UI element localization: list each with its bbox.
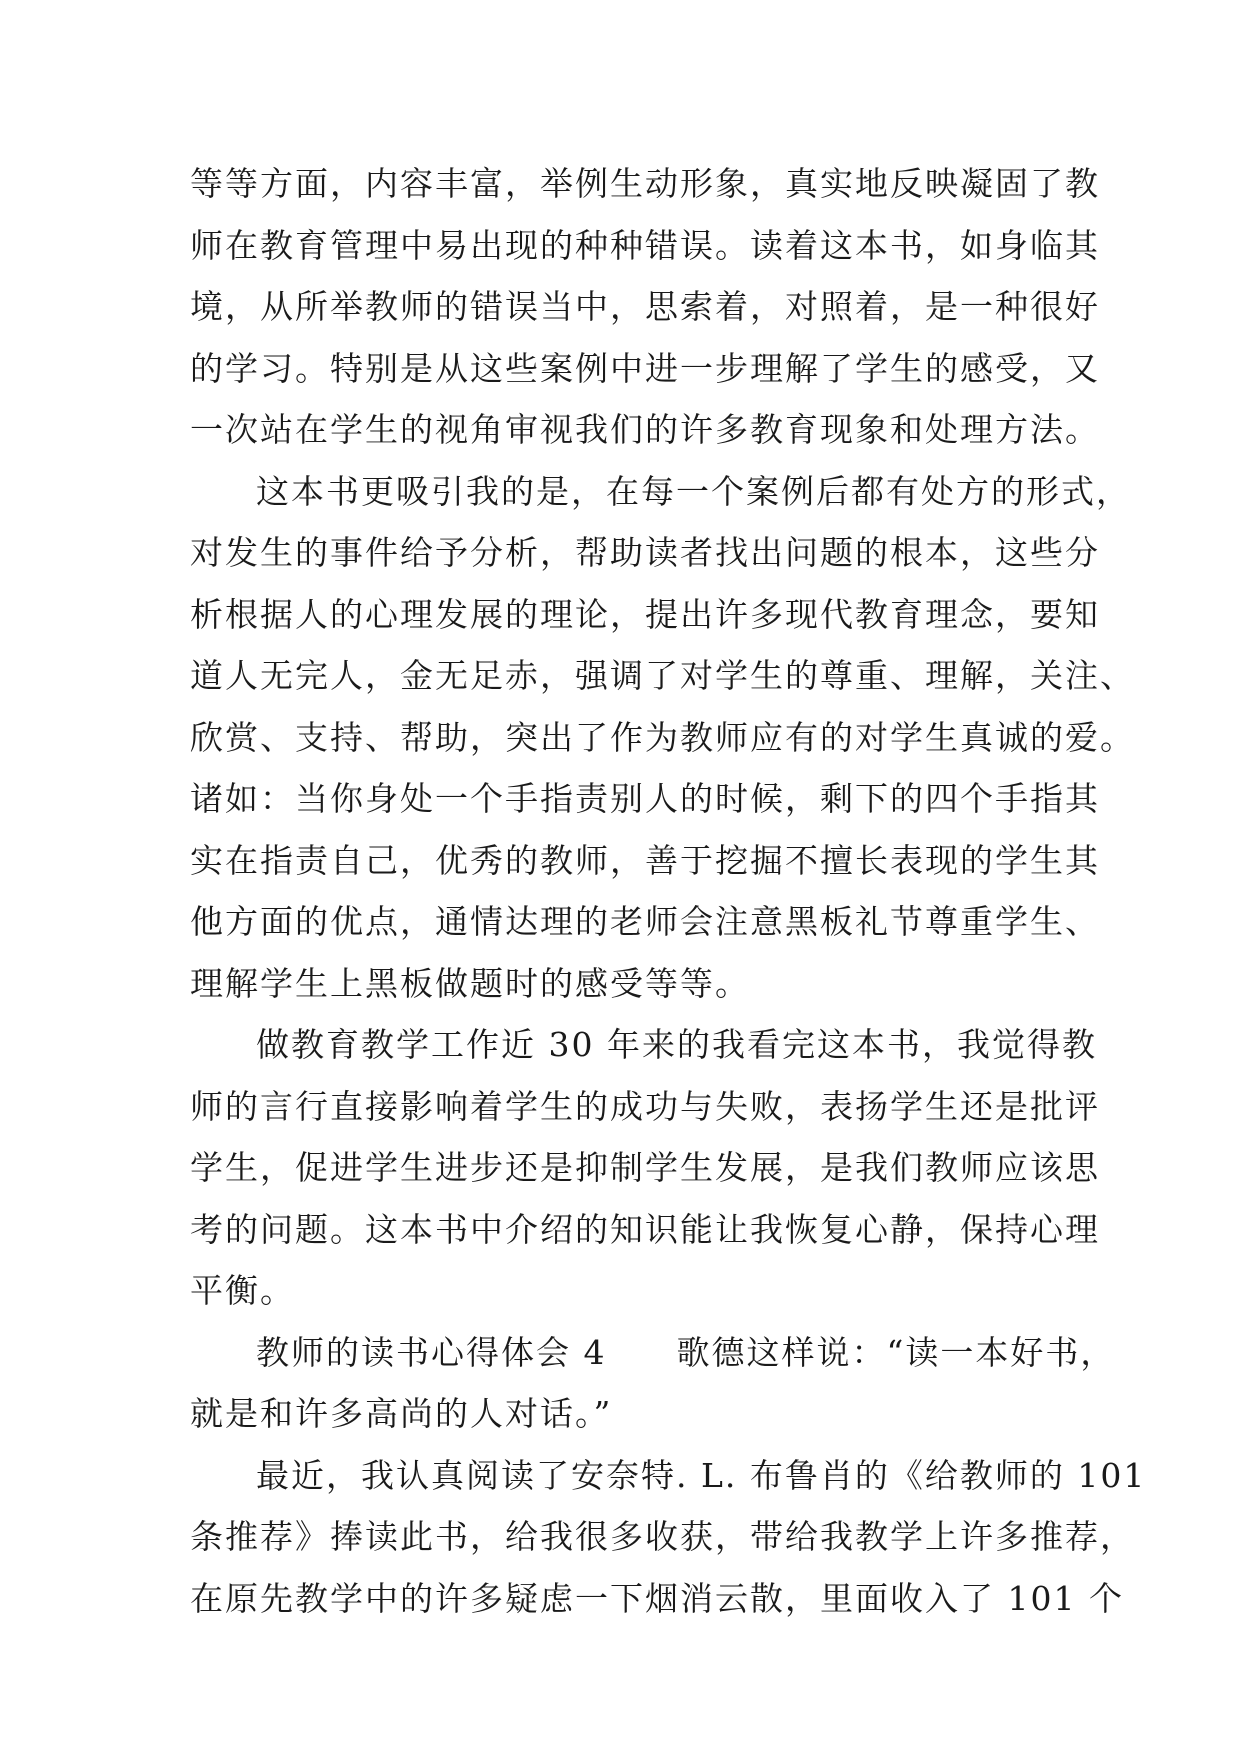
text-line: 师的言行直接影响着学生的成功与失败，表扬学生还是批评 — [190, 1086, 1100, 1126]
text-line: 实在指责自己，优秀的教师，善于挖掘不擅长表现的学生其 — [190, 840, 1100, 880]
text-line: 的学习。特别是从这些案例中进一步理解了学生的感受，又 — [190, 348, 1100, 388]
body-text — [190, 153, 1147, 1629]
text-line: 析根据人的心理发展的理论，提出许多现代教育理念，要知 — [190, 594, 1100, 634]
text-line: 学生，促进学生进步还是抑制学生发展，是我们教师应该思 — [190, 1148, 1100, 1187]
text-line: 平衡。 — [190, 1271, 295, 1310]
text-line: 欣赏、支持、帮助，突出了作为教师应有的对学生真诚的爱。 — [190, 717, 1135, 757]
text-line: 考的问题。这本书中介绍的知识能让我恢复心静，保持心理 — [190, 1209, 1100, 1249]
paragraph-first-line: 最近，我认真阅读了安奈特. L. 布鲁肖的《给教师的 101 — [256, 1455, 1147, 1495]
text-line: 条推荐》捧读此书，给我很多收获，带给我教学上许多推荐， — [190, 1517, 1135, 1556]
text-line: 对发生的事件给予分析，帮助读者找出问题的根本，这些分 — [190, 533, 1100, 572]
text-line: 一次站在学生的视角审视我们的许多教育现象和处理方法。 — [190, 410, 1100, 449]
text-line: 就是和许多高尚的人对话。” — [190, 1394, 613, 1433]
text-line: 在原先教学中的许多疑虑一下烟消云散，里面收入了 101 个 — [190, 1578, 1124, 1618]
paragraph-first-line: 这本书更吸引我的是，在每一个案例后都有处方的形式， — [256, 471, 1131, 511]
paragraph-first-line: 做教育教学工作近 30 年来的我看完这本书，我觉得教 — [256, 1025, 1097, 1064]
text-line: 境，从所举教师的错误当中，思索着，对照着，是一种很好 — [190, 287, 1100, 326]
paragraph-first-line: 教师的读书心得体会 4 歌德这样说：“读一本好书， — [256, 1332, 1116, 1372]
text-line: 诸如：当你身处一个手指责别人的时候，剩下的四个手指其 — [190, 779, 1100, 818]
text-line: 师在教育管理中易出现的种种错误。读着这本书，如身临其 — [190, 225, 1100, 265]
text-line: 等等方面，内容丰富，举例生动形象，真实地反映凝固了教 — [190, 164, 1100, 203]
text-line: 理解学生上黑板做题时的感受等等。 — [190, 963, 750, 1003]
text-line: 道人无完人，金无足赤，强调了对学生的尊重、理解，关注、 — [190, 656, 1135, 695]
text-line: 他方面的优点，通情达理的老师会注意黑板礼节尊重学生、 — [190, 902, 1100, 941]
